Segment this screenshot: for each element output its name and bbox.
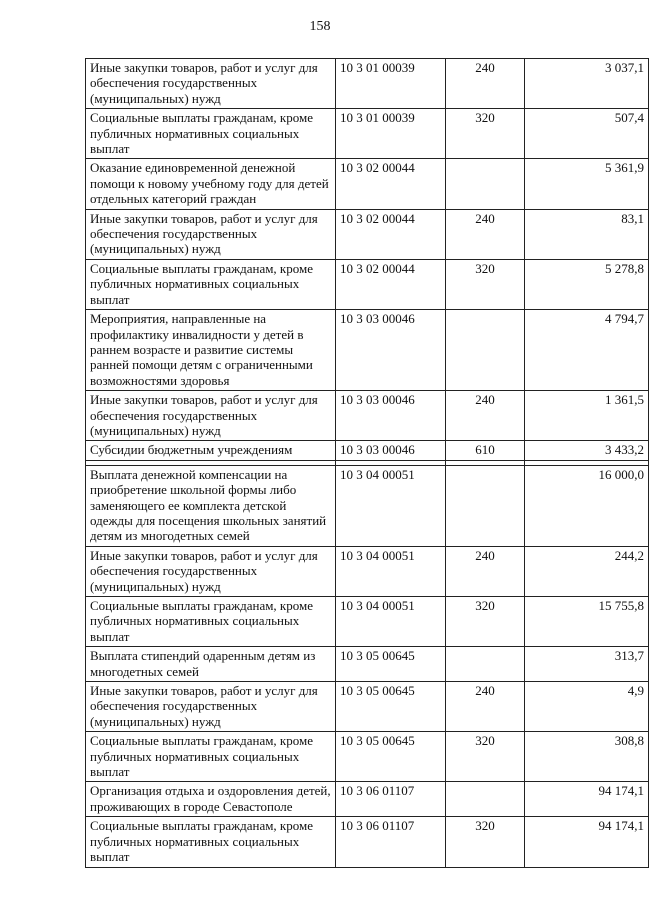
code-cell: 10 3 03 00046	[336, 391, 446, 441]
table-row	[86, 817, 649, 867]
sum-cell: 3 037,1	[525, 59, 649, 109]
name-cell: Социальные выплаты гражданам, кроме публичных нормативных социальных выплат	[86, 109, 336, 159]
sum-cell: 308,8	[525, 732, 649, 782]
table-row	[86, 391, 649, 441]
code-cell: 10 3 05 00645	[336, 682, 446, 732]
name-cell: Выплата стипендий одаренным детям из многодетных семей	[86, 647, 336, 682]
expense-type-cell	[446, 647, 525, 682]
expense-type-cell	[446, 159, 525, 209]
code-cell: 10 3 03 00046	[336, 310, 446, 391]
name-cell: Субсидии бюджетным учреждениям	[86, 441, 336, 460]
table-row	[86, 465, 649, 546]
code-cell: 10 3 01 00039	[336, 109, 446, 159]
sum-cell: 94 174,1	[525, 782, 649, 817]
expense-type-cell: 320	[446, 732, 525, 782]
table-row	[86, 732, 649, 782]
table-row	[86, 259, 649, 309]
code-cell: 10 3 05 00645	[336, 732, 446, 782]
expense-type-cell: 610	[446, 441, 525, 460]
name-cell: Социальные выплаты гражданам, кроме публичных нормативных социальных выплат	[86, 259, 336, 309]
code-cell: 10 3 05 00645	[336, 647, 446, 682]
table-row	[86, 546, 649, 596]
name-cell: Выплата денежной компенсации на приобретение школьной формы либо заменяющего ее комплекта детской одежды для посещения школьных занятий детям из многодетных семей	[86, 465, 336, 546]
expense-type-cell: 320	[446, 109, 525, 159]
expense-type-cell: 240	[446, 682, 525, 732]
expense-type-cell	[446, 310, 525, 391]
code-cell: 10 3 04 00051	[336, 465, 446, 546]
code-cell: 10 3 04 00051	[336, 546, 446, 596]
name-cell: Оказание единовременной денежной помощи к новому учебному году для детей отдельных категорий граждан	[86, 159, 336, 209]
table-row	[86, 109, 649, 159]
name-cell: Мероприятия, направленные на профилактику инвалидности у детей в раннем возрасте и развитие системы ранней помощи детям с ограниченными возможностями здоровья	[86, 310, 336, 391]
code-cell: 10 3 04 00051	[336, 597, 446, 647]
sum-cell: 313,7	[525, 647, 649, 682]
expense-type-cell: 320	[446, 817, 525, 867]
code-cell: 10 3 02 00044	[336, 159, 446, 209]
code-cell: 10 3 01 00039	[336, 59, 446, 109]
table-row	[86, 597, 649, 647]
name-cell: Социальные выплаты гражданам, кроме публичных нормативных социальных выплат	[86, 817, 336, 867]
name-cell: Иные закупки товаров, работ и услуг для обеспечения государственных (муниципальных) нужд	[86, 209, 336, 259]
expense-type-cell	[446, 465, 525, 546]
expense-type-cell: 240	[446, 546, 525, 596]
table-row	[86, 310, 649, 391]
expense-type-cell: 240	[446, 391, 525, 441]
expense-type-cell: 320	[446, 597, 525, 647]
sum-cell: 15 755,8	[525, 597, 649, 647]
sum-cell: 3 433,2	[525, 441, 649, 460]
budget-table-body	[86, 59, 649, 868]
sum-cell: 507,4	[525, 109, 649, 159]
sum-cell: 5 278,8	[525, 259, 649, 309]
name-cell: Иные закупки товаров, работ и услуг для обеспечения государственных (муниципальных) нужд	[86, 682, 336, 732]
name-cell: Иные закупки товаров, работ и услуг для обеспечения государственных (муниципальных) нужд	[86, 391, 336, 441]
code-cell: 10 3 03 00046	[336, 441, 446, 460]
expense-type-cell: 240	[446, 209, 525, 259]
name-cell: Организация отдыха и оздоровления детей, проживающих в городе Севастополе	[86, 782, 336, 817]
budget-table	[85, 58, 649, 868]
sum-cell: 4 794,7	[525, 310, 649, 391]
table-row	[86, 647, 649, 682]
code-cell: 10 3 02 00044	[336, 209, 446, 259]
name-cell: Иные закупки товаров, работ и услуг для обеспечения государственных (муниципальных) нужд	[86, 59, 336, 109]
expense-type-cell: 320	[446, 259, 525, 309]
sum-cell: 83,1	[525, 209, 649, 259]
name-cell: Социальные выплаты гражданам, кроме публичных нормативных социальных выплат	[86, 597, 336, 647]
sum-cell: 94 174,1	[525, 817, 649, 867]
expense-type-cell: 240	[446, 59, 525, 109]
table-row	[86, 782, 649, 817]
code-cell: 10 3 06 01107	[336, 817, 446, 867]
code-cell: 10 3 02 00044	[336, 259, 446, 309]
expense-type-cell	[446, 782, 525, 817]
table-row	[86, 682, 649, 732]
sum-cell: 16 000,0	[525, 465, 649, 546]
code-cell: 10 3 06 01107	[336, 782, 446, 817]
table-row	[86, 209, 649, 259]
sum-cell: 1 361,5	[525, 391, 649, 441]
name-cell: Иные закупки товаров, работ и услуг для обеспечения государственных (муниципальных) нужд	[86, 546, 336, 596]
sum-cell: 244,2	[525, 546, 649, 596]
name-cell: Социальные выплаты гражданам, кроме публичных нормативных социальных выплат	[86, 732, 336, 782]
table-row	[86, 159, 649, 209]
page-number: 158	[309, 19, 331, 34]
sum-cell: 5 361,9	[525, 159, 649, 209]
table-row	[86, 441, 649, 460]
sum-cell: 4,9	[525, 682, 649, 732]
table-row	[86, 59, 649, 109]
